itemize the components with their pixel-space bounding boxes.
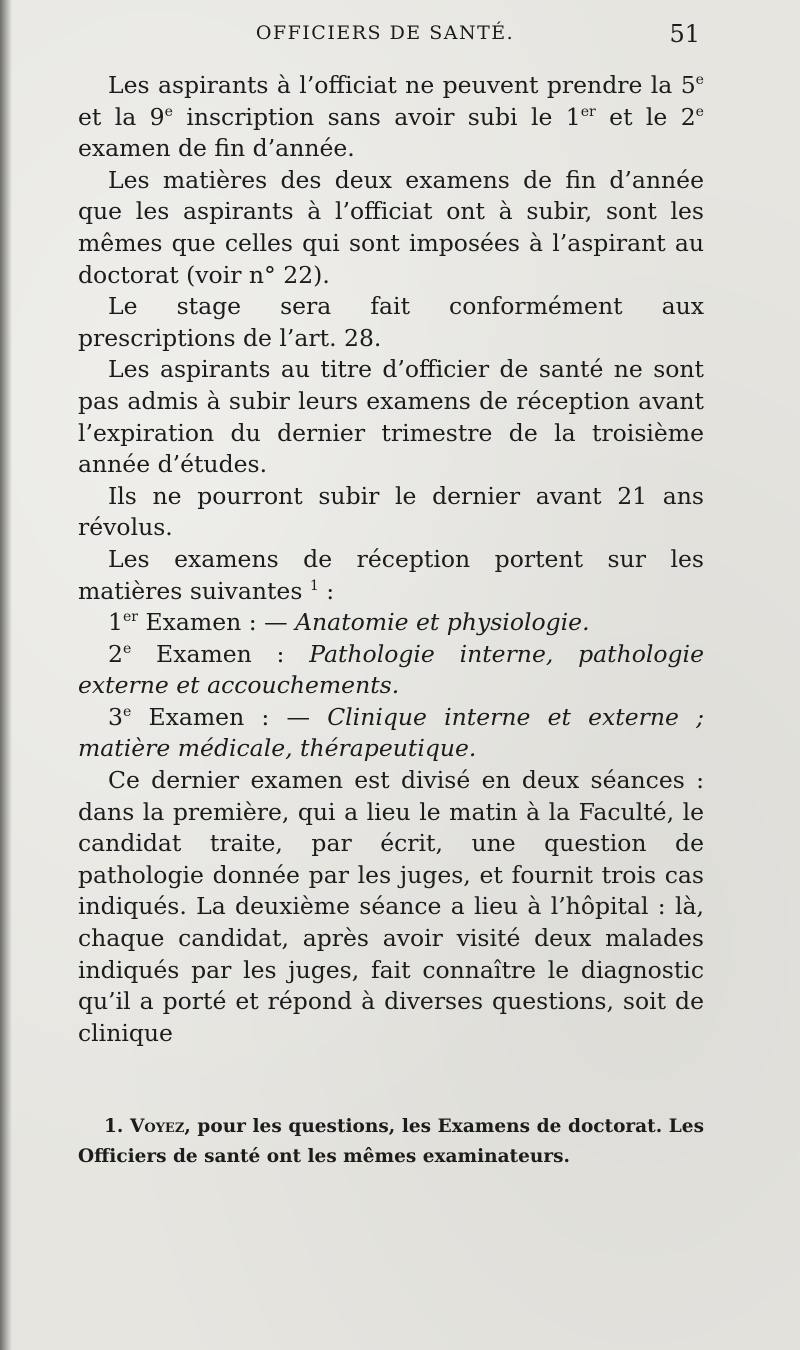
page-binding-edge (0, 0, 12, 1350)
page-number: 51 (669, 20, 700, 48)
paragraph: Les examens de réception portent sur les matières suivantes $^1$ : (78, 544, 704, 605)
exam-item: 3e Examen : — Clinique interne et externe ; matière médicale, thérapeutique. (78, 702, 704, 763)
running-title: OFFICIERS DE SANTÉ. (255, 22, 515, 44)
paragraph: Les aspirants au titre d’officier de santé ne sont pas admis à subir leurs examens de réception avant l’expiration du dernier trimestre de la troisième année d’études. (78, 355, 704, 479)
paragraph: Le stage sera fait conformément aux prescriptions de l’art. 28. (78, 292, 704, 352)
footnote-reference: 1 (309, 577, 319, 594)
paragraph: Ils ne pourront subir le dernier avant 21 ans révolus. (78, 481, 704, 542)
exam-item: 1er Examen : — Anatomie et physiologie. (108, 608, 590, 637)
exam-item: 2e Examen : Pathologie interne, pathologie externe et accouchements. (78, 639, 704, 700)
paragraph: Les aspirants à l’officiat ne peuvent prendre la 5e et la 9e inscription sans avoir subi le 1er et le 2e examen de fin d’année. (78, 71, 704, 163)
page-header (70, 20, 700, 54)
body-text (78, 70, 704, 1049)
paragraph: Ce dernier examen est divisé en deux séances : dans la première, qui a lieu le matin à la Faculté, le candidat traite, par écrit, une question de pathologie donnée par les juges, et fournit trois cas indiqués. La deuxième séance a lieu à l’hôpital : là, chaque candidat, après avoir visité deux malades indiqués par les juges, fait connaître le diagnostic qu’il a porté et répond à diverses questions, soit de clinique (78, 766, 704, 1047)
footnote: 1. Voyez, pour les questions, les Examens de doctorat. Les Officiers de santé ont les mêmes examinateurs. (78, 1116, 704, 1167)
paragraph: Les matières des deux examens de fin d’année que les aspirants à l’officiat ont à subir, sont les mêmes que celles qui sont imposées à l’aspirant au doctorat (voir n° 22). (78, 165, 704, 289)
